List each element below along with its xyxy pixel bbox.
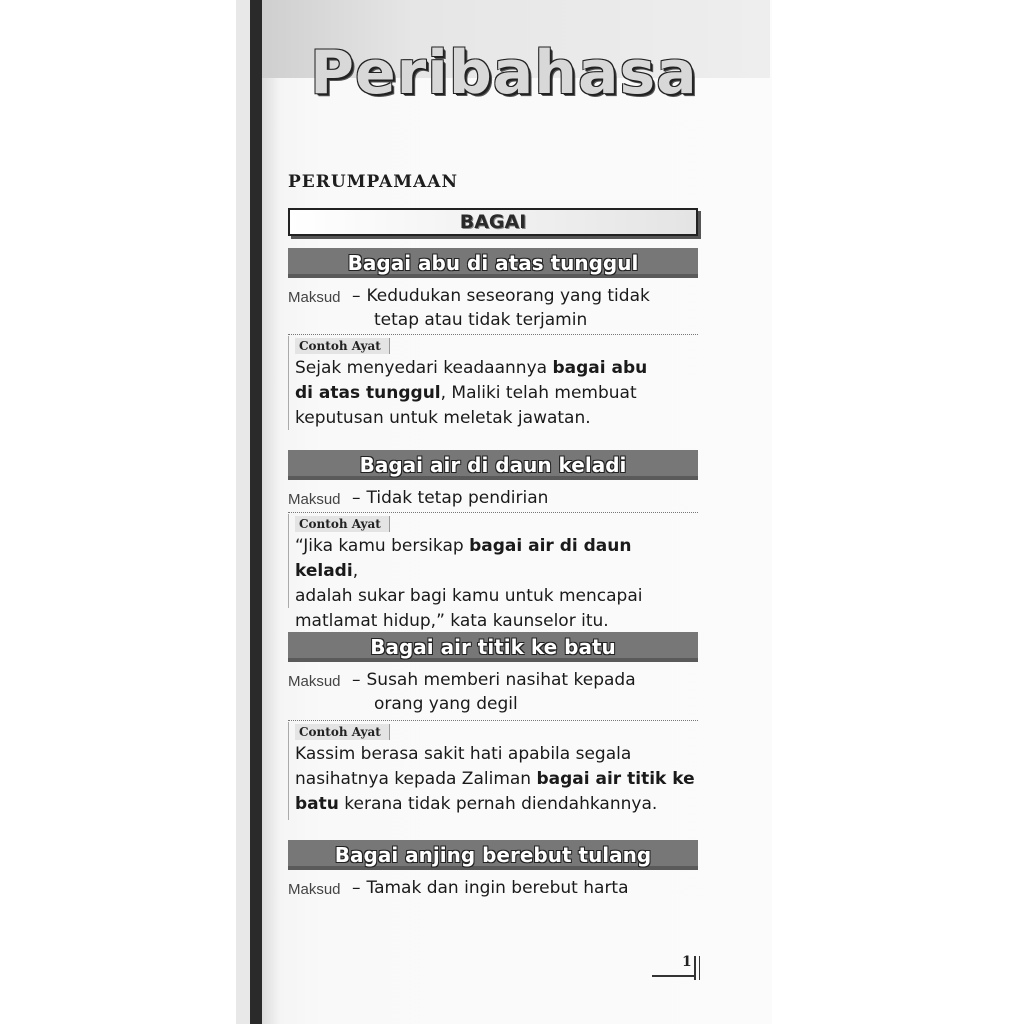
meaning-line: Susah memberi nasihat kepada bbox=[366, 670, 636, 690]
proverb-heading-4 bbox=[288, 840, 698, 870]
proverb-heading-text: Bagai anjing berebut tulang bbox=[334, 843, 652, 867]
page-number-underline bbox=[652, 975, 696, 977]
example-line: adalah sukar bagi kamu untuk mencapai bbox=[295, 586, 643, 606]
proverb-heading-3 bbox=[288, 632, 698, 662]
section-label: PERUMPAMAAN bbox=[288, 172, 458, 192]
meaning-text bbox=[352, 486, 702, 510]
page-title: Peribahasa bbox=[310, 38, 698, 108]
example-line: “Jika kamu bersikap bagai air di daun keladi, bbox=[295, 536, 632, 581]
meaning-line: Tidak tetap pendirian bbox=[366, 488, 549, 508]
example-line: Kassim berasa sakit hati apabila segala bbox=[295, 744, 632, 764]
page-number-bar bbox=[699, 956, 700, 980]
divider bbox=[288, 720, 698, 721]
meaning-line: Kedudukan seseorang yang tidak bbox=[366, 286, 650, 306]
example-line: batu kerana tidak pernah diendahkannya. bbox=[295, 794, 658, 814]
meaning-text bbox=[352, 284, 702, 332]
divider bbox=[288, 512, 698, 513]
example-text bbox=[295, 534, 695, 634]
proverb-heading-2 bbox=[288, 450, 698, 480]
example-line: di atas tunggul, Maliki telah membuat bbox=[295, 383, 637, 403]
meaning-line: tetap atau tidak terjamin bbox=[374, 310, 588, 330]
example-box-3 bbox=[288, 722, 703, 820]
example-label: Contoh Ayat bbox=[295, 724, 390, 740]
proverb-heading-text: Bagai air titik ke batu bbox=[370, 635, 616, 659]
page-number-bar bbox=[694, 956, 696, 980]
example-line: matlamat hidup,” kata kaunselor itu. bbox=[295, 611, 609, 631]
category-label: BAGAI bbox=[459, 211, 527, 233]
example-box-2 bbox=[288, 514, 703, 631]
meaning-label: Maksud bbox=[288, 491, 341, 508]
meaning-label: Maksud bbox=[288, 673, 341, 690]
meaning-dash: – bbox=[352, 878, 361, 898]
category-box bbox=[288, 208, 698, 236]
meaning-dash: – bbox=[352, 488, 361, 508]
divider bbox=[288, 334, 698, 335]
example-line: keputusan untuk meletak jawatan. bbox=[295, 408, 591, 428]
example-label: Contoh Ayat bbox=[295, 338, 390, 354]
meaning-label: Maksud bbox=[288, 881, 341, 898]
proverb-heading-text: Bagai air di daun keladi bbox=[359, 453, 627, 477]
meaning-label: Maksud bbox=[288, 289, 341, 306]
example-label: Contoh Ayat bbox=[295, 516, 390, 532]
proverb-heading-1 bbox=[288, 248, 698, 278]
meaning-dash: – bbox=[352, 286, 361, 306]
meaning-text bbox=[352, 668, 702, 716]
example-text bbox=[295, 356, 695, 431]
example-box-1 bbox=[288, 336, 703, 430]
proverb-heading-text: Bagai abu di atas tunggul bbox=[347, 251, 639, 275]
page-binding-edge bbox=[236, 0, 250, 1024]
example-line: nasihatnya kepada Zaliman bagai air titik ke bbox=[295, 769, 695, 789]
page-number: 1 bbox=[682, 954, 692, 970]
meaning-line: orang yang degil bbox=[374, 694, 518, 714]
example-line: Sejak menyedari keadaannya bagai abu bbox=[295, 358, 648, 378]
example-text bbox=[295, 742, 695, 817]
meaning-text bbox=[352, 876, 702, 900]
meaning-line: Tamak dan ingin berebut harta bbox=[366, 878, 629, 898]
meaning-dash: – bbox=[352, 670, 361, 690]
